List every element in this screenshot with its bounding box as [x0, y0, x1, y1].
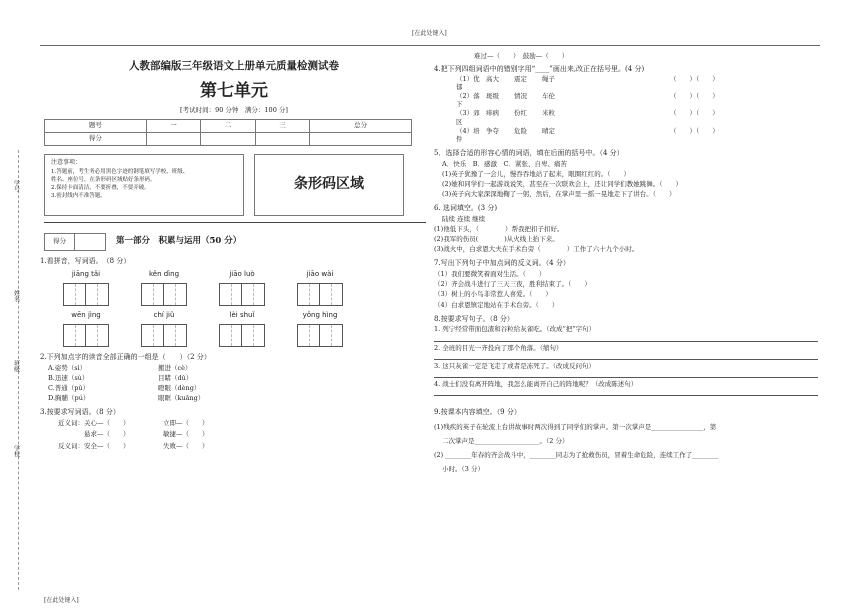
q2-option: B.迅速（sù）	[48, 374, 89, 383]
pinyin-text: chí jiǔ	[153, 311, 175, 320]
score-row-label: 得分	[45, 132, 147, 145]
writing-boxes[interactable]	[140, 324, 188, 347]
score-cell[interactable]	[146, 132, 201, 145]
answer-line[interactable]	[434, 390, 818, 396]
q4-word: （4）培件	[456, 126, 480, 143]
pinyin-row-1	[62, 270, 428, 306]
question-2	[40, 353, 428, 402]
q4-answer-paren[interactable]: （ ）（ ）	[670, 74, 719, 83]
q2-option: C.普通（pǔ）	[48, 384, 90, 393]
q9-line: (2) ________年春的齐会战斗中，________同志为了抢救伤员，冒着生命危险，连续工作了________	[434, 450, 719, 459]
q6-line: (2)我军的伤员( )从火线上抬下来。	[434, 235, 559, 244]
pinyin-group	[140, 311, 188, 347]
pinyin-group	[62, 311, 110, 347]
q4-word: 危险	[514, 126, 527, 135]
q4-row	[456, 92, 824, 108]
part1-title: 第一部分 积累与运用（50 分）	[116, 236, 242, 247]
writing-boxes[interactable]	[62, 324, 110, 347]
q4-word: 绳子	[542, 74, 555, 83]
q9-title: 9.按课本内容填空。（9 分）	[434, 407, 521, 416]
q3-row	[58, 419, 428, 427]
q6-words: 陆续 连续 继续	[442, 214, 486, 223]
q7-line: （2）齐会战斗进行了三天三夜，胜利结束了。（ ）	[434, 280, 591, 289]
q4-word: 情况	[514, 92, 527, 101]
q4-word: 斑级	[486, 92, 499, 101]
q4-word: 高大	[486, 74, 499, 83]
exam-info: [考试时间：90 分钟 满分：100 分]	[180, 106, 288, 115]
q5-title: 5．选择合适的形容心情的词语，填在后面的括号中。（4 分）	[434, 148, 624, 157]
right-column	[434, 50, 824, 473]
q3-item: 悬求—（ ）	[58, 430, 130, 439]
q4-answer-paren[interactable]: （ ）（ ）	[670, 109, 719, 118]
q4-word: 份红	[514, 109, 527, 118]
unit-title: 第七单元	[200, 81, 268, 102]
pinyin-text: jiāo luò	[229, 270, 255, 279]
answer-line[interactable]	[434, 372, 818, 378]
binding-strip	[4, 150, 32, 590]
left-column	[40, 50, 428, 450]
question-3	[40, 408, 428, 450]
q1-title: 1.看拼音，写词语。 （8 分）	[40, 256, 131, 265]
writing-boxes[interactable]	[296, 283, 344, 306]
q4-word: 晴定	[542, 126, 555, 135]
q9-line: 二次掌声是____________________。（2 分）	[442, 436, 569, 445]
pinyin-group	[296, 311, 344, 347]
answer-line[interactable]	[434, 354, 818, 360]
q3-row	[58, 442, 428, 450]
notice-item: 姓名、座位号，在条形码区域贴好条形码。	[51, 177, 156, 184]
question-5	[434, 149, 824, 198]
pinyin-group	[62, 270, 110, 306]
notice-item: 1.答题前，考生务必用黑色字迹的钢笔填写学校、班级、	[51, 169, 189, 176]
notice-box	[44, 154, 244, 216]
q3-item: 失败—（ ）	[163, 441, 209, 450]
q2-option: 瞪眼（dèng）	[158, 384, 201, 393]
q2-option: A.姿势（sì）	[48, 364, 87, 372]
score-header: 总分	[310, 119, 412, 132]
q4-word: （1）优郁	[456, 74, 480, 91]
q7-title: 7.写出下列句子中加点词的反义词。（4 分）	[434, 259, 570, 268]
q2-option-row	[48, 374, 428, 382]
q3-continued: 难过—（ ） 鼓励—（ ）	[474, 52, 569, 60]
notice-item: 2.保持卡面清洁，不要折叠，不要弄破。	[51, 185, 150, 192]
q2-option-row	[48, 384, 428, 392]
binding-label-school: 学校	[12, 445, 20, 457]
notice-row	[44, 154, 428, 216]
q8-line: 2. 全班的目光一齐投向了那个角落。（缩句）	[434, 343, 563, 352]
answer-line[interactable]	[434, 336, 818, 342]
q2-option: 搬进（cè）	[158, 364, 192, 372]
writing-boxes[interactable]	[62, 283, 110, 306]
score-table-value-row	[45, 132, 412, 145]
binding-label-id: 学号	[12, 180, 20, 192]
question-8	[434, 315, 824, 396]
binding-label-name: 姓名	[12, 290, 20, 302]
q8-line: 4. 战士们没有离开阵地，我怎么能离开自己的阵地呢？（改成陈述句）	[434, 379, 638, 388]
pinyin-group	[218, 270, 266, 306]
pinyin-text: kěn dìng	[148, 270, 180, 279]
q7-line: （1）我们要微笑着面对生活。（ ）	[434, 270, 546, 279]
footer-note: [在此处键入]	[44, 597, 79, 604]
pinyin-text: jiāng tǎi	[71, 270, 101, 279]
score-header: 二	[201, 119, 256, 132]
q3-title: 3.按要求写词语。（8 分）	[40, 407, 120, 416]
q6-line: (1)他低下头，（ ）帮我把扣子扣好。	[434, 225, 564, 233]
q2-option: 眼眶（kuāng）	[158, 394, 205, 403]
q4-answer-paren[interactable]: （ ）（ ）	[670, 92, 719, 101]
q4-word: 痒病	[486, 109, 499, 118]
question-6	[434, 204, 824, 253]
q5-line: (2)她和同学们一起游戏说笑，甚至在一次联欢会上，还让同学们教她跳舞。（ ）	[442, 179, 682, 188]
q8-line: 1. 列宁经常带面包渣和谷粒给灰雀吃。（改成“把”字句）	[434, 325, 596, 334]
q2-option: 目睹（dǔ）	[158, 374, 193, 383]
q2-title: 2.下列加点字的读音全部正确的一组是（ ）（2 分）	[40, 353, 211, 362]
q2-option: D.胸脯（pú）	[48, 394, 90, 403]
q6-line: (3)战火中，白求恩大夫在手术台旁（ ）工作了六十九个小时。	[434, 245, 639, 254]
q4-word: 车伦	[542, 92, 555, 101]
exam-title: 人教部编版三年级语文上册单元质量检测试卷	[129, 60, 339, 72]
q5-line: (3)英子向大家深深地鞠了一躬，然后，在掌声里一摇一晃地走下了讲台。（ ）	[442, 190, 676, 198]
question-1	[40, 257, 428, 348]
pinyin-group	[140, 270, 188, 306]
score-header: 三	[255, 119, 310, 132]
q4-word: 争夺	[486, 126, 499, 135]
q3-row	[58, 430, 428, 438]
score-table-header-row	[45, 119, 412, 132]
score-cell[interactable]	[310, 132, 412, 145]
q8-line: 3. 这只灰雀一定是飞走了或者是冻死了。（改成反问句）	[434, 361, 596, 370]
question-4	[434, 65, 824, 143]
notice-item: 3.密封线内不准答题。	[51, 193, 106, 200]
question-7	[434, 259, 824, 308]
section-divider	[44, 222, 426, 223]
score-header: 一	[146, 119, 201, 132]
notice-title: 注意事项：	[51, 158, 82, 166]
score-cell[interactable]	[201, 132, 256, 145]
q2-option-row	[48, 364, 428, 372]
part1-score-box	[44, 233, 106, 251]
q5-line: (1)英子犹豫了一会儿，慢吞吞地站了起来，眼圈红红的。（ ）	[442, 169, 630, 178]
q3-item: 反义词：安全—（ ）	[58, 441, 130, 450]
q8-title: 8.按要求写句子。（8 分）	[434, 314, 514, 323]
header-note: [在此处键入]	[412, 30, 447, 37]
q9-line: 小时。（3 分）	[442, 465, 484, 473]
q3-item: 近义词：关心—（ ）	[58, 419, 130, 428]
part1-score-input[interactable]	[75, 234, 105, 250]
question-9	[434, 408, 824, 473]
top-rule	[40, 45, 820, 46]
q5-options: A．快乐 B．感激 C．紧张、自卑、痛苦	[442, 159, 567, 168]
writing-boxes[interactable]	[296, 324, 344, 347]
pinyin-row-2	[62, 311, 428, 347]
binding-label-class: 班级	[12, 360, 20, 372]
q4-answer-paren[interactable]: （ ）（ ）	[670, 126, 719, 135]
q4-row	[456, 75, 824, 91]
pinyin-text: lèi shuǐ	[229, 311, 255, 320]
part1-header	[44, 233, 428, 251]
pinyin-text: yǒng hìng	[302, 311, 338, 320]
q4-word: （2）落下	[456, 92, 480, 109]
q4-word: 震定	[514, 74, 527, 83]
pinyin-text: jiāo wài	[306, 270, 334, 279]
q4-word: （3）郊区	[456, 109, 480, 126]
writing-boxes[interactable]	[218, 283, 266, 306]
q9-line: (1)残疾的英子在轮流上台讲故事时两次得到了同学们的掌声。第一次掌声是________________，第	[434, 422, 717, 431]
q4-word: 米粒	[542, 109, 555, 118]
q3-item: 立即—（ ）	[163, 419, 209, 428]
q4-row	[456, 109, 824, 125]
barcode-area: 条形码区域	[254, 154, 404, 216]
q4-title: 4.把下列四组词语中的错别字用“____”画出来,改正在括号里。(4 分)	[434, 65, 645, 74]
score-table	[44, 119, 412, 146]
pinyin-text: wēn jìng	[71, 311, 101, 320]
q2-option-row	[48, 394, 428, 402]
score-cell[interactable]	[255, 132, 310, 145]
q7-line: （4）白求恩镇定地站在手术台旁。（ ）	[434, 300, 559, 309]
q6-title: 6. 选词填空。(3 分)	[434, 204, 498, 213]
q7-line: （3）树上的小鸟非常惹人喜爱。（ ）	[434, 290, 552, 299]
score-header: 题号	[45, 119, 147, 132]
writing-boxes[interactable]	[218, 324, 266, 347]
writing-boxes[interactable]	[140, 283, 188, 306]
pinyin-group	[296, 270, 344, 306]
pinyin-group	[218, 311, 266, 347]
q3-item: 敏捷—（ ）	[163, 430, 209, 439]
q4-row	[456, 127, 824, 143]
part1-score-label: 得分	[45, 234, 75, 250]
